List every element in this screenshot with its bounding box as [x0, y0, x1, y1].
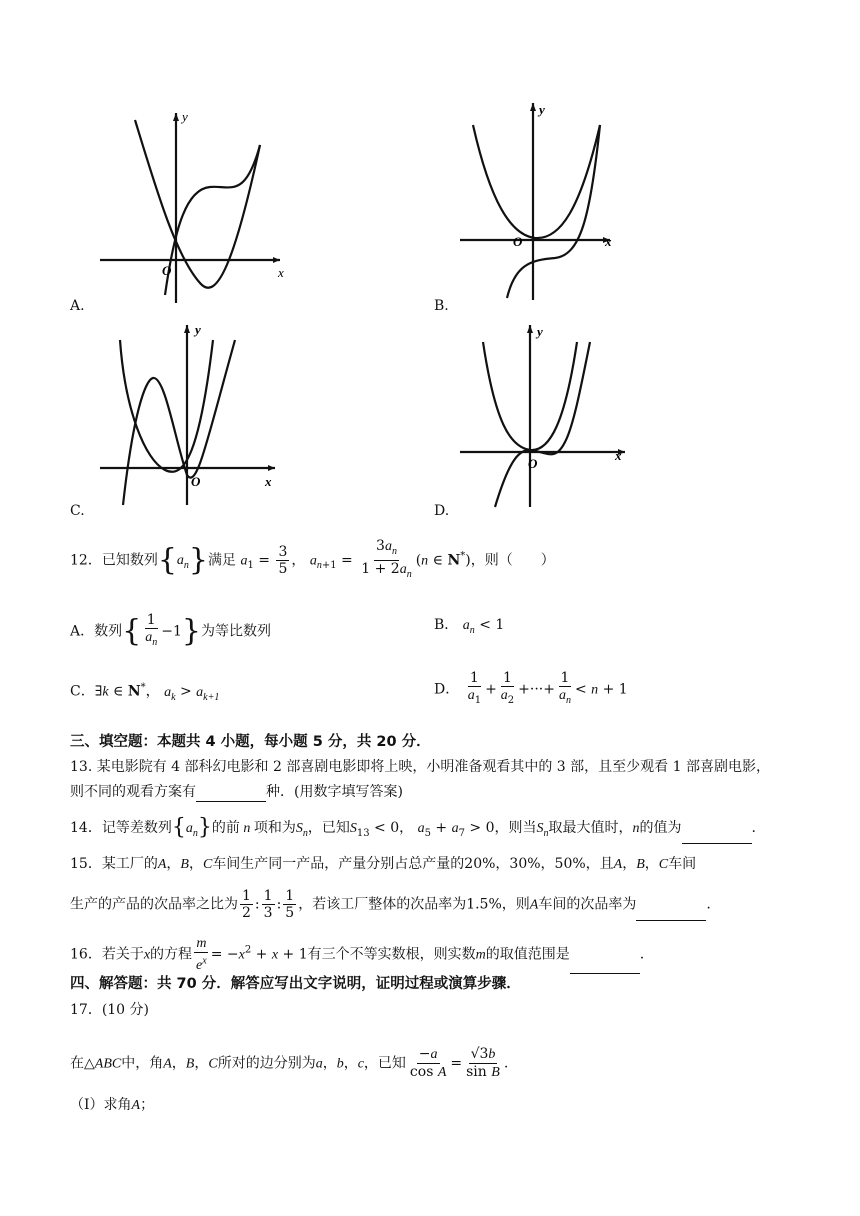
graph-d-y-label: y — [537, 324, 543, 339]
graph-a-y-label: y — [182, 109, 188, 124]
graph-b-x-label: x — [605, 234, 612, 249]
question-15-line2: 生产的产品的次品率之比为 $\frac{1}{2}$ : $\frac{1}{3}$ : $\frac{1}{5}$ ，若该工厂整体的次品率为1.5%，则A车间的次品率为 . — [70, 888, 711, 921]
graph-a-origin: O — [162, 263, 172, 278]
graph-d-letter: D. — [434, 503, 450, 519]
question-14: 14．记等差数列$\{a_n\}$的前 n 项和为$S_n$，已知$S_{13} < 0$， $a_5 + a_7 > 0$，则当$S_n$取最大值时，n的值为 . — [70, 818, 756, 844]
graph-c-origin: O — [191, 474, 201, 489]
graph-option-b — [455, 100, 625, 305]
graph-c-x-label: x — [265, 474, 272, 489]
question-12-stem: 12．已知数列$\{a_n\}$满足 $a_1$ = $\frac{3}{5}$ ， $a_{n+1}$ = $\frac{3a_n}{1 + 2a_n}$ (n ∈ N*)，则（ ） — [70, 538, 555, 580]
section-4-heading: 四、解答题：共 70 分．解答应写出文字说明，证明过程或演算步骤． — [70, 976, 521, 992]
graph-c-y-label: y — [195, 322, 201, 337]
question-12-option-a: A．数列{ $\frac{1}{a_n}$ −1}为等比数列 — [70, 612, 271, 649]
question-13-line2: 则不同的观看方案有 种．(用数字填写答案) — [70, 784, 403, 800]
graph-a-x-label: x — [278, 265, 284, 280]
graph-b-origin: O — [513, 234, 523, 249]
graph-b-y-label: y — [539, 102, 545, 117]
question-12-option-b: B． $a_n < 1$ — [434, 617, 505, 636]
graph-option-c — [95, 320, 285, 510]
section-3-heading: 三、填空题：本题共 4 小题，每小题 5 分，共 20 分． — [70, 734, 431, 750]
graph-a-letter: A. — [70, 298, 85, 314]
graph-d-x-label: x — [615, 448, 622, 463]
question-17-stem: 在△ABC中，角A，B，C所对的边分别为a，b，c，已知 $\frac{-a}{\text{cos A}}$ = $\frac{√3b}{\text{sin B}}$ . — [70, 1046, 509, 1080]
question-15-line1: 15．某工厂的A，B，C车间生产同一产品，产量分别占总产量的20%，30%，50%，且A，B，C车间 — [70, 856, 697, 872]
question-13-line1: 13. 某电影院有 4 部科幻电影和 2 部喜剧电影即将上映，小明准备观看其中的 3 部，且至少观看 1 部喜剧电影， — [70, 759, 770, 775]
question-12-option-c: C．∃k ∈ N*， $a_k > a_{k+1}$ — [70, 682, 220, 703]
question-17-head: 17．(10 分) — [70, 1002, 150, 1018]
question-16: 16．若关于x的方程 $\frac{m}{e^x}$ = $-x^2 + x + 1$有三个不等实数根，则实数m的取值范围是 . — [70, 936, 645, 973]
question-12-option-d: D． $\frac{1}{a_1}$ + $\frac{1}{a_2}$ +···+ $\frac{1}{a_n}$ < n + 1 — [434, 670, 628, 706]
graph-d-origin: O — [528, 456, 538, 471]
graph-option-a — [95, 105, 295, 305]
question-17-part-1: （Ⅰ）求角A； — [70, 1097, 155, 1113]
graph-b-letter: B. — [434, 298, 449, 314]
graph-option-d — [455, 322, 635, 512]
graph-c-letter: C. — [70, 503, 85, 519]
